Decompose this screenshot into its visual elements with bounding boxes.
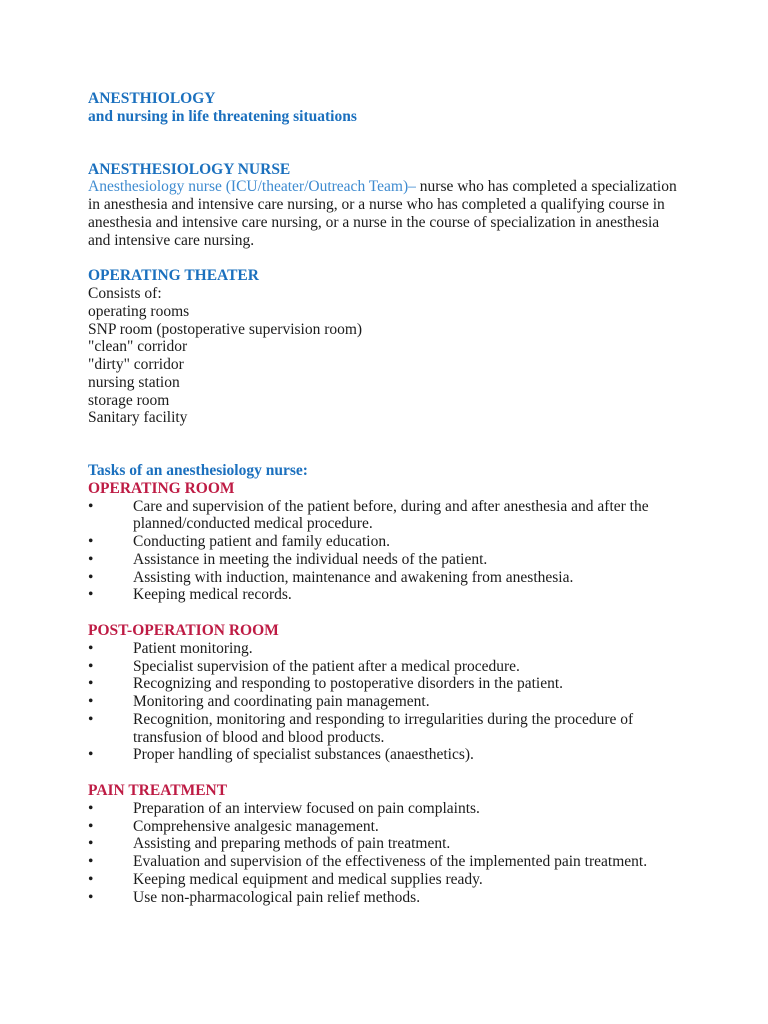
theater-line: SNP room (postoperative supervision room) <box>88 320 363 338</box>
list-item <box>88 569 682 587</box>
bullet-icon: • <box>88 497 94 515</box>
bullet-icon: • <box>88 835 94 853</box>
post-operation-room-heading: POST-OPERATION ROOM <box>88 622 279 639</box>
bullet-icon: • <box>88 568 94 586</box>
list-item <box>88 711 682 747</box>
theater-line: Consists of: <box>88 285 162 302</box>
bullet-icon: • <box>88 586 94 604</box>
bullet-text: Specialist supervision of the patient after a medical procedure. <box>133 657 520 675</box>
list-item <box>88 871 682 889</box>
theater-line: "dirty" corridor <box>88 356 184 373</box>
list-item <box>88 551 682 569</box>
bullet-text: Keeping medical equipment and medical supplies ready. <box>133 870 483 888</box>
list-item <box>88 658 682 676</box>
bullet-icon: • <box>88 693 94 710</box>
bullet-text: Assisting and preparing methods of pain treatment. <box>133 835 451 853</box>
bullet-text: Recognition, monitoring and responding to irregularities during the procedure of transfusion of blood and blood products. <box>133 710 634 746</box>
bullet-text: Conducting patient and family education. <box>133 533 390 550</box>
bullet-icon: • <box>88 799 94 817</box>
bullet-icon: • <box>88 675 94 693</box>
bullet-icon: • <box>88 817 94 835</box>
bullet-icon: • <box>88 870 94 888</box>
theater-line: "clean" corridor <box>88 338 188 356</box>
bullet-icon: • <box>88 710 94 728</box>
list-item <box>88 853 682 871</box>
bullet-icon: • <box>88 746 94 764</box>
bullet-text: Monitoring and coordinating pain management. <box>133 693 430 710</box>
nurse-definition-lead: Anesthesiology nurse (ICU/theater/Outreach Team)– <box>88 178 420 196</box>
list-item <box>88 675 682 693</box>
list-item <box>88 835 682 853</box>
theater-line: Sanitary facility <box>88 409 188 427</box>
list-item <box>88 746 682 764</box>
bullet-text: Assisting with induction, maintenance and awakening from anesthesia. <box>133 568 574 586</box>
bullet-text: Care and supervision of the patient before, during and after anesthesia and after the planned/conducted medical procedure. <box>133 497 649 533</box>
bullet-text: Recognizing and responding to postoperative disorders in the patient. <box>133 675 564 693</box>
theater-section-heading: OPERATING THEATER <box>88 267 259 285</box>
bullet-icon: • <box>88 550 94 568</box>
document-title-line-1: ANESTHIOLOGY <box>88 90 216 107</box>
list-item <box>88 498 682 534</box>
list-item <box>88 693 682 711</box>
nurse-definition-paragraph <box>88 178 682 249</box>
document-title-line-2: and nursing in life threatening situations <box>88 107 357 125</box>
bullet-text: Proper handling of specialist substances (anaesthetics). <box>133 746 474 764</box>
bullet-text: Patient monitoring. <box>133 639 253 657</box>
bullet-icon: • <box>88 657 94 675</box>
bullet-icon: • <box>88 639 94 657</box>
nurse-section-heading: ANESTHESIOLOGY NURSE <box>88 160 291 178</box>
operating-room-heading: OPERATING ROOM <box>88 479 235 497</box>
theater-line: operating rooms <box>88 302 190 320</box>
list-item <box>88 800 682 818</box>
bullet-icon: • <box>88 888 94 906</box>
bullet-icon: • <box>88 853 94 870</box>
nurse-definition-body: nurse who has completed a specialization in anesthesia and intensive care nursing, or a nurse who has completed a qualifying course in anesthesia and intensive care nursing, or a nurse in the course of specialization in anesthesia and intensive care nursing. <box>88 178 677 249</box>
pain-treatment-heading: PAIN TREATMENT <box>88 782 228 799</box>
list-item <box>88 533 682 551</box>
bullet-text: Comprehensive analgesic management. <box>133 817 379 835</box>
bullet-text: Evaluation and supervision of the effectiveness of the implemented pain treatment. <box>133 853 648 870</box>
bullet-text: Keeping medical records. <box>133 586 292 604</box>
theater-line: nursing station <box>88 373 180 391</box>
operating-room-list <box>88 498 682 605</box>
pain-treatment-list <box>88 800 682 907</box>
list-item <box>88 818 682 836</box>
list-item <box>88 586 682 604</box>
theater-line: storage room <box>88 391 170 409</box>
list-item <box>88 640 682 658</box>
bullet-icon: • <box>88 533 94 550</box>
document-content <box>88 90 682 906</box>
bullet-text: Assistance in meeting the individual needs of the patient. <box>133 550 488 568</box>
bullet-text: Preparation of an interview focused on pain complaints. <box>133 799 480 817</box>
list-item <box>88 889 682 907</box>
post-operation-room-list <box>88 640 682 764</box>
bullet-text: Use non-pharmacological pain relief methods. <box>133 888 421 906</box>
tasks-subheading: Tasks of an anesthesiology nurse: <box>88 462 308 479</box>
